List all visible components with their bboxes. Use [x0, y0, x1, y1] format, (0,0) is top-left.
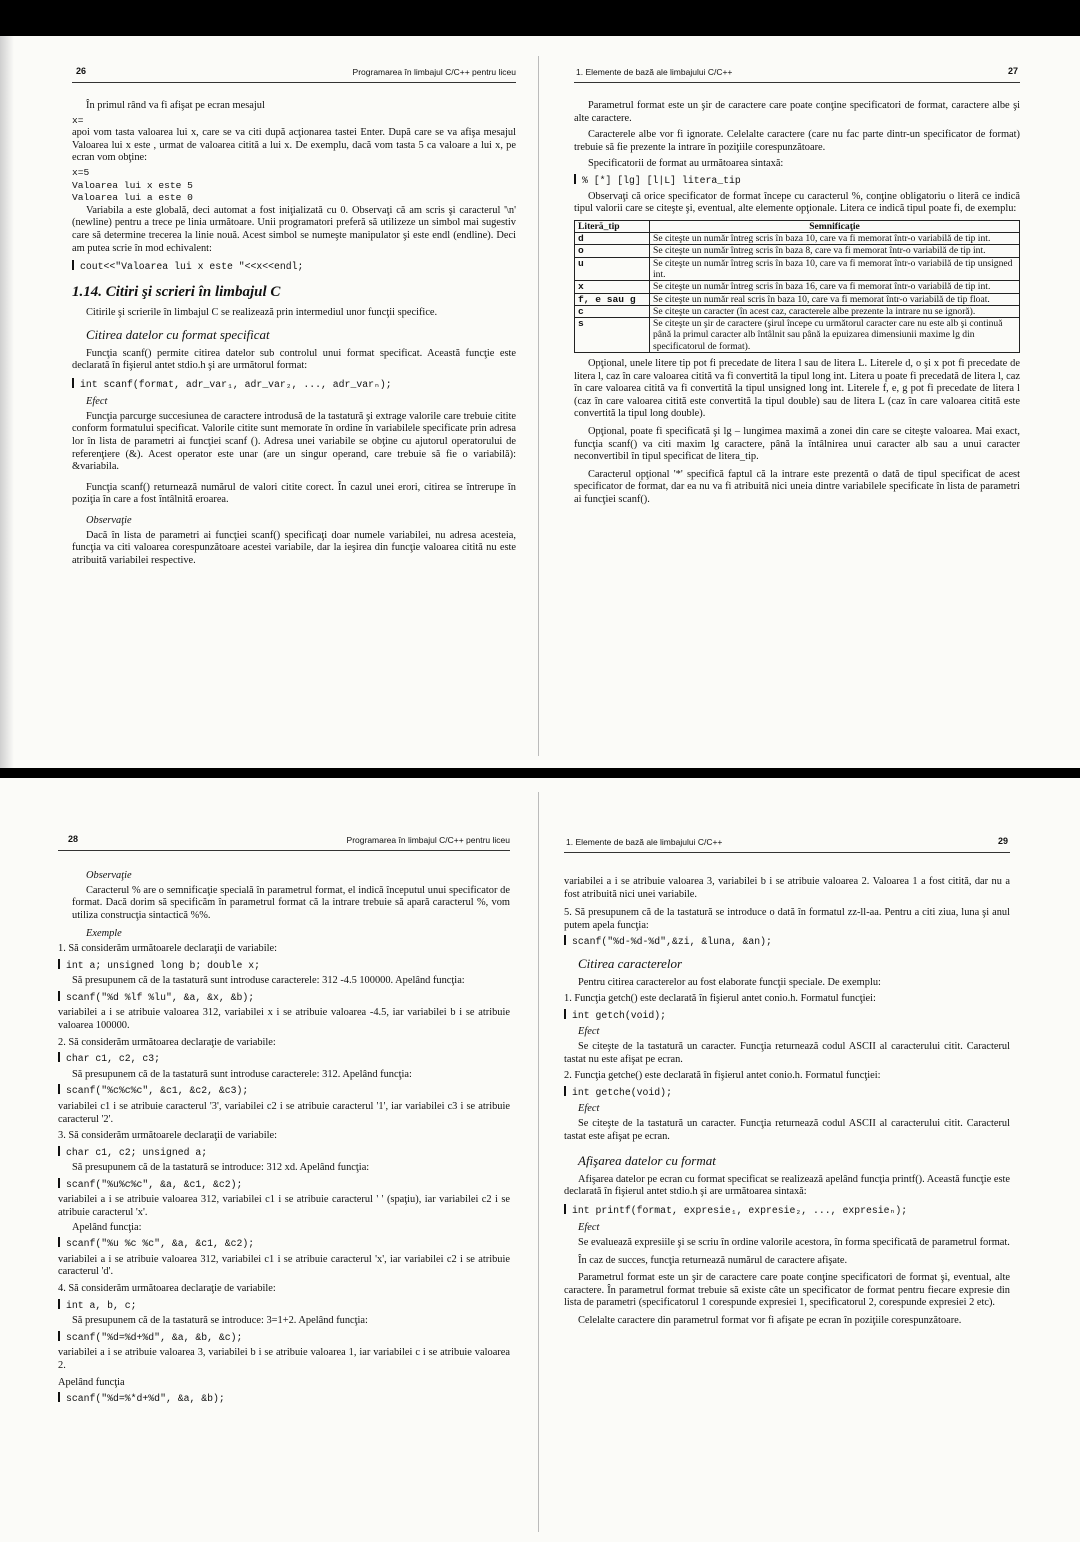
scan-sheet-top: [0, 36, 1080, 768]
paragraph: Să presupunem că de la tastatură sunt introduse caracterele: 312. Apelând funcţia:: [72, 1068, 412, 1080]
code-line: scanf("%u %c %c", &a, &c1, &c2);: [58, 1237, 510, 1251]
paragraph: Să presupunem că de la tastatură sunt introduse caracterele: 312 -4.5 100000. Apelând funcţia:: [72, 975, 465, 987]
running-head: 1. Elemente de bază ale limbajului C/C++: [566, 837, 723, 847]
page-number: 29: [997, 836, 1008, 846]
paragraph: Specificatorii de format au următoarea sintaxă:: [588, 158, 784, 170]
subsection-heading: Citirea datelor cu format specificat: [86, 326, 270, 342]
table-cell-meaning: Se citeşte un şir de caractere (şirul începe cu următorul caracter care nu este alb şi continuă până la primul caracter alb întâlnit sau până la epuizarea dimensiunii maxime lg din specificatorul de format).: [650, 318, 1020, 353]
code-line: int a, b, c;: [58, 1299, 510, 1313]
table-row: [575, 233, 1020, 245]
code-line: scanf("%d=%*d+%d", &a, &b);: [58, 1392, 510, 1406]
table-cell-meaning: Se citeşte un număr real scris în baza 10, care va fi memorat într-o variabilă de tip float.: [650, 293, 1020, 305]
code-line: char c1, c2; unsigned a;: [58, 1146, 510, 1160]
paragraph: Se evaluează expresiile şi se scriu în ordine valorile acestora, în forma specificată de parametrul format.: [578, 1237, 1010, 1249]
page-body: [58, 866, 510, 1409]
example-item: 4. Să considerăm următoarea declaraţie de variabile:: [58, 1283, 276, 1295]
table-cell-letter: d: [575, 233, 650, 245]
paragraph: Funcţia scanf() permite citirea datelor sub controlul unui format specificat. Această funcţie este declarată în fişierul antet stdio.h şi are următorul format:: [72, 347, 516, 372]
paragraph: Observaţi că orice specificator de format începe cu caracterul %, conţine obligatoriu o literă ce indică tipul valorii care se citeşte şi, eventual, alte elemente opţionale. Litera ce indică tipul poate fi, de exemplu:: [574, 190, 1020, 215]
page-edge-shadow: [0, 36, 14, 768]
table-cell-letter: x: [575, 281, 650, 293]
page-body: [564, 876, 1010, 1330]
paragraph: Citirile şi scrierile în limbajul C se realizează prin intermediul unor funcţii specifice.: [86, 307, 438, 319]
paragraph: Parametrul format este un şir de caractere care poate conţine specificatori de format şi, eventual, alte caractere. În parametrul format trebuie să existe câte un specificator de format pentru fiecare expresie din lista de parametri (specificatorul 1 corespunde expresiei 1, specificatorul 2, corespunde expresiei 2 etc).: [564, 1272, 1010, 1309]
page-header: [564, 836, 1010, 853]
paragraph: variabilei c1 i se atribuie caracterul '3', variabilei c2 i se atribuie caracterul '1', iar variabilei c3 i se atribuie caracterul '2'.: [58, 1100, 510, 1125]
running-head: Programarea în limbajul C/C++ pentru liceu: [352, 67, 516, 77]
example-item: 3. Să considerăm următoarele declaraţii de variabile:: [58, 1130, 277, 1142]
code-line: scanf("%d=%d+%d", &a, &b, &c);: [58, 1331, 510, 1345]
table-cell-letter: s: [575, 318, 650, 353]
label-observatie: Observaţie: [86, 870, 132, 881]
page-27: [574, 66, 1020, 756]
code-line: int a; unsigned long b; double x;: [58, 959, 510, 973]
paragraph: Opţional, poate fi specificată şi lg – lungimea maximă a zonei din care se citeşte valoarea. Mai exact, funcţia scanf() va citi maxim lg caractere, până la întâlnirea unui caracter alb sau a unui caracter neconvertibil în tipul specificat de litera_tip.: [574, 425, 1020, 463]
table-cell-letter: u: [575, 257, 650, 281]
page-26: [72, 66, 516, 746]
label-exemple: Exemple: [86, 928, 122, 940]
paragraph: Dacă în lista de parametri ai funcţiei scanf() specificaţi doar numele variabilei, nu adresa acesteia, funcţia va citi valoarea corespunzătoare acestei variabile, dar la ieşirea din funcţie valoarea citită nu este atribuită variabilei respective.: [72, 529, 516, 566]
code-line: scanf("%d %lf %lu", &a, &x, &b);: [58, 991, 510, 1005]
code-line: % [*] [lg] [l|L] litera_tip: [574, 174, 1020, 188]
code-output: Valoarea lui a este 0: [72, 192, 193, 204]
paragraph: Funcţia scanf() returnează numărul de valori citite corect. În cazul unei erori, citirea se întrerupe în poziţia în care a fost întâlnită eroarea.: [72, 481, 516, 506]
page-29: [564, 836, 1010, 1536]
paragraph: Caracterele albe vor fi ignorate. Celelalte caractere (care nu fac parte dintr-un specificator de format) trebuie să fie prezente la intrare în poziţiile corespunzătoare.: [574, 129, 1020, 153]
paragraph: Variabila a este globală, deci automat a fost iniţializată cu 0. Observaţi că am scris şi caracterul '\n' (newline) pentru a trece pe linia următoare. Unii programatori preferă să utilizeze un simbol mai sugestiv care să determine trecerea la linie nouă. Acest simbol se numeşte manipulator şi este endl (endline). Deci am putea scrie în mod echivalent:: [72, 204, 516, 254]
paragraph: variabilei a i se atribuie valoarea 3, variabilei b i se atribuie valoarea 2. Valoarea 1 a fost citită, dar nu a fost atribuită nici unei variabile.: [564, 876, 1010, 900]
code-line: int scanf(format, adr_var₁, adr_var₂, ..., adr_varₙ);: [72, 378, 516, 392]
page-number: 27: [1007, 66, 1018, 76]
label-efect: Efect: [578, 1103, 600, 1115]
code-line: int printf(format, expresie₁, expresie₂, ..., expresieₙ);: [564, 1204, 1010, 1218]
table-row: [575, 257, 1020, 281]
page-number: 26: [76, 66, 87, 76]
paragraph: Să presupunem că de la tastatură se introduce: 3=1+2. Apelând funcţia:: [72, 1315, 368, 1327]
label-efect: Efect: [578, 1222, 600, 1234]
example-item: 1. Să considerăm următoarele declaraţii de variabile:: [58, 942, 277, 954]
paragraph: Pentru citirea caracterelor au fost elaborate funcţii speciale. De exemplu:: [578, 976, 881, 988]
table-row: [575, 281, 1020, 293]
code-output: Valoarea lui x este 5: [72, 179, 193, 191]
paragraph: variabilei a i se atribuie valoarea 3, variabilei b i se atribuie valoarea 1, iar variabilei c i se atribuie valoarea 2.: [58, 1347, 510, 1371]
table-cell-meaning: Se citeşte un număr întreg scris în baza 10, care va fi memorat într-o variabilă de tip int.: [650, 233, 1020, 245]
code-line: cout<<"Valoarea lui x este "<<x<<endl;: [72, 260, 516, 274]
scan-sheet-bottom: [0, 778, 1080, 1542]
running-head: 1. Elemente de bază ale limbajului C/C++: [576, 67, 733, 77]
paragraph: Caracterul opţional '*' specifică faptul că la intrare este prezentă o dată de tipul specificat de acest specificator de format, dar ea nu va fi atribuită nici uneia dintre variabilele specificate în lista de parametri ai funcţiei scanf().: [574, 468, 1020, 505]
page-28: [58, 834, 510, 1534]
subsection-heading: Citirea caracterelor: [578, 955, 683, 971]
example-item: 2. Să considerăm următoarea declaraţie de variabile:: [58, 1036, 276, 1048]
paragraph: Afişarea datelor pe ecran cu format specificat se realizează apelând funcţia printf(). Această funcţie este declarată în fişierul antet stdio.h şi are următoarea sintaxă:: [564, 1173, 1010, 1198]
paragraph: apoi vom tasta valoarea lui x, care se va citi după acţionarea tastei Enter. După care se va afişa mesajul Valoarea lui x este , urmat de valoarea citită a lui x. De exemplu, dacă vom tasta 5 ca valoare a lui x, pe ecran vom obţine:: [72, 127, 516, 164]
paragraph: În primul rând va fi afişat pe ecran mesajul: [86, 100, 265, 111]
table-cell-letter: o: [575, 245, 650, 257]
table-cell-letter: f, e sau g: [575, 293, 650, 305]
table-cell-meaning: Se citeşte un caracter (în acest caz, caracterele albe prezente la intrare nu se ignoră).: [650, 305, 1020, 317]
paragraph: Apelând funcţia:: [72, 1221, 142, 1233]
page-body: [72, 100, 516, 569]
paragraph: variabilei a i se atribuie valoarea 312, variabilei x i se atribuie valoarea -4.5, iar variabilei b i se atribuie valoarea 100000.: [58, 1007, 510, 1031]
subsection-heading: Afişarea datelor cu format: [578, 1153, 716, 1169]
paragraph: Se citeşte de la tastatură un caracter. Funcţia returnează codul ASCII al caracterului citit. Caracterul tastat este afişat pe ecran.: [564, 1117, 1010, 1142]
page-gutter: [538, 792, 539, 1532]
paragraph: variabilei a i se atribuie valoarea 312, variabilei c1 i se atribuie caracterul 'x', iar variabilei c2 i se atribuie caracterul 'd'.: [58, 1253, 510, 1278]
paragraph: variabilei a i se atribuie valoarea 312, variabilei c1 i se atribuie caracterul ' ' (spaţiu), iar variabilei c2 i se atribuie caracterul 'x'.: [58, 1194, 510, 1219]
paragraph: Celelalte caractere din parametrul format vor fi afişate pe ecran în poziţiile corespunzătoare.: [578, 1315, 962, 1327]
table-cell-letter: c: [575, 305, 650, 317]
format-letter-table: [574, 220, 1020, 353]
paragraph: Caracterul % are o semnificaţie specială în parametrul format, el indică începutul unui specificator de format. Dacă dorim să specificăm în parametrul format că la intrare trebuie să apară caracterul %, vom utiliza construcţia sintactică %%.: [72, 884, 510, 921]
example-item: 2. Funcţia getche() este declarată în fişierul antet conio.h. Formatul funcţiei:: [564, 1070, 881, 1082]
page-number: 28: [68, 834, 79, 844]
code-output: x=5: [72, 166, 90, 178]
example-item: 5. Să presupunem că de la tastatură se introduce o dată în formatul zz-ll-aa. Pentru a citi ziua, luna şi anul putem apela funcţia:: [564, 907, 1010, 931]
table-row: [575, 245, 1020, 257]
paragraph: Apelând funcţia: [58, 1376, 125, 1388]
table-cell-meaning: Se citeşte un număr întreg scris în baza 16, care va fi memorat într-o variabilă de tip int.: [650, 281, 1020, 293]
code-line: scanf("%c%c%c", &c1, &c2, &c3);: [58, 1084, 510, 1098]
page-header: [72, 66, 516, 83]
paragraph: În caz de succes, funcţia returnează numărul de caractere afişate.: [578, 1254, 848, 1266]
code-line: int getch(void);: [564, 1009, 1010, 1023]
paragraph: Parametrul format este un şir de caractere care poate conţine specificatori de format, caractere albe şi alte caractere.: [574, 100, 1020, 124]
table-header: Literă_tip: [575, 220, 650, 232]
paragraph: Opţional, unele litere tip pot fi precedate de litera l sau de litera L. Literele d, o şi x pot fi precedate de litera l, caz în care valoarea citită va fi convertită la tipul long int. Litera u poate fi precedată de litera l, caz în care valoarea citită va fi convertită la tipul unsigned long int. Literele f, e, g pot fi precedate de litera l (caz în care valoarea citită este convertită la tipul double) sau de litera L (caz în care valoarea citită este convertită la tipul long double).: [574, 358, 1020, 420]
paragraph: Să presupunem că de la tastatură se introduce: 312 xd. Apelând funcţia:: [72, 1162, 370, 1174]
table-row: [575, 293, 1020, 305]
table-cell-meaning: Se citeşte un număr întreg scris în baza 10, care va fi memorat într-o variabilă de tip unsigned int.: [650, 257, 1020, 281]
paragraph: Funcţia parcurge succesiunea de caractere introdusă de la tastatură şi extrage valorile care trebuie citite conform formatului specificat. Valorile citite sunt memorate în ordine în variabilele specificate prin adresa lor în lista de parametri ai funcţiei scanf (). Adresa unei variabile se obţine cu ajutorul operatorului de referenţiere (&). Acest operator este unar (are un singur operand, care trebuie să fie o variabilă): &variabila.: [72, 410, 516, 473]
table-header: Semnificaţie: [650, 220, 1020, 232]
section-heading: 1.14. Citiri şi scrieri în limbajul C: [72, 283, 281, 300]
running-head: Programarea în limbajul C/C++ pentru liceu: [346, 835, 510, 845]
label-observatie: Observaţie: [86, 515, 132, 527]
code-line: scanf("%d-%d-%d",&zi, &luna, &an);: [564, 935, 1010, 949]
paragraph: Se citeşte de la tastatură un caracter. Funcţia returnează codul ASCII al caracterului citit. Caracterul tastat nu este afişat pe ecran.: [564, 1040, 1010, 1065]
page-gutter: [538, 56, 539, 756]
code-output: x=: [72, 114, 84, 126]
page-header: [58, 834, 510, 851]
page-body: [574, 100, 1020, 509]
label-efect: Efect: [86, 396, 108, 408]
example-item: 1. Funcţia getch() este declarată în fişierul antet conio.h. Formatul funcţiei:: [564, 993, 876, 1005]
page-header: [574, 66, 1020, 83]
code-line: int getche(void);: [564, 1086, 1010, 1100]
code-line: scanf("%u%c%c", &a, &c1, &c2);: [58, 1178, 510, 1192]
code-line: char c1, c2, c3;: [58, 1052, 510, 1066]
table-row: [575, 318, 1020, 353]
table-row: [575, 305, 1020, 317]
label-efect: Efect: [578, 1026, 600, 1038]
table-cell-meaning: Se citeşte un număr întreg scris în baza 8, care va fi memorat într-o variabilă de tip int.: [650, 245, 1020, 257]
